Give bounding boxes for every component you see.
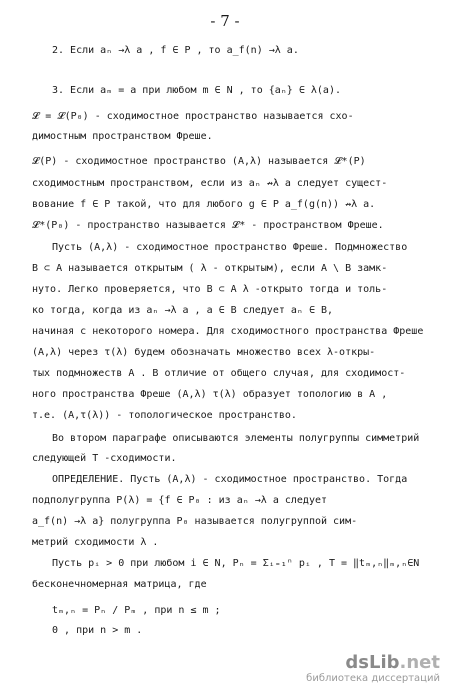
watermark-logo-suffix: .net: [399, 652, 440, 673]
watermark-logo-main: dsLib: [345, 652, 400, 673]
text-line: 𝓛 = 𝓛(P₀) - сходимостное пространство называется схо-: [32, 111, 354, 122]
text-line: Пусть (A,λ) - сходимостное пространство Фреше. Подмножество: [52, 242, 408, 253]
text-line: димостным пространством Фреше.: [32, 131, 213, 142]
site-watermark: [306, 652, 440, 684]
text-line: Пусть pᵢ > 0 при любом i ∈ N, Pₙ = Σᵢ₌₁ⁿ pᵢ , T = ‖tₘ,ₙ‖ₘ,ₙ∈N: [52, 558, 420, 569]
watermark-logo: [306, 652, 440, 673]
text-line: сходимостным пространством, если из aₙ ↛λ a следует сущест-: [32, 178, 388, 189]
text-line: a_f(n) →λ a} полугруппа P₀ называется полугруппой сим-: [32, 516, 358, 527]
formula-line: 0 , при n > m .: [52, 625, 143, 636]
formula-line: tₘ,ₙ = Pₙ / Pₘ , при n ≤ m ;: [52, 605, 221, 616]
text-line: ного пространства Фреше (A,λ) τ(λ) образует топологию в A ,: [32, 389, 388, 400]
text-line: подполугруппа P(λ) = {f ∈ P₀ : из aₙ →λ a следует: [32, 495, 328, 506]
text-line: нуто. Легко проверяется, что B ⊂ A λ -открыто тогда и толь-: [32, 284, 388, 295]
text-line: 2. Если aₙ →λ a , f ∈ P , то a_f(n) →λ a.: [52, 45, 299, 56]
text-line: следующей T -сходимости.: [32, 453, 177, 464]
text-line: (A,λ) через τ(λ) будем обозначать множество всех λ-откры-: [32, 347, 376, 358]
text-line: 𝓛(P) - сходимостное пространство (A,λ) называется 𝓛*(P): [32, 156, 366, 167]
text-line: вование f ∈ P такой, что для любого g ∈ P a_f(g(n)) ↛λ a.: [32, 199, 376, 210]
text-line: 3. Если aₘ = a при любом m ∈ N , то {aₙ} ∈ λ(a).: [52, 85, 341, 96]
text-line: B ⊂ A называется открытым ( λ - открытым), если A \ B замк-: [32, 263, 388, 274]
text-line: бесконечномерная матрица, где: [32, 579, 207, 590]
text-line: Во втором параграфе описываются элементы полугруппы симметрий: [52, 433, 420, 444]
text-line: начиная с некоторого номера. Для сходимостного пространства Фреше: [32, 326, 424, 337]
text-line: т.е. (A,τ(λ)) - топологическое пространство.: [32, 410, 297, 421]
text-line: ко тогда, когда из aₙ →λ a , a ∈ B следует aₙ ∈ B,: [32, 305, 334, 316]
text-line: 𝓛*(P₀) - пространство называется 𝓛* - пространством Фреше.: [32, 220, 384, 231]
text-line: тых подмножеств A . В отличие от общего случая, для сходимост-: [32, 368, 406, 379]
page-number: - 7 -: [210, 12, 240, 30]
watermark-tagline: библиотека диссертаций: [306, 673, 440, 684]
text-line: метрий сходимости λ .: [32, 537, 159, 548]
section-heading-line: ОПРЕДЕЛЕНИЕ. Пусть (A,λ) - сходимостное пространство. Тогда: [52, 474, 408, 485]
